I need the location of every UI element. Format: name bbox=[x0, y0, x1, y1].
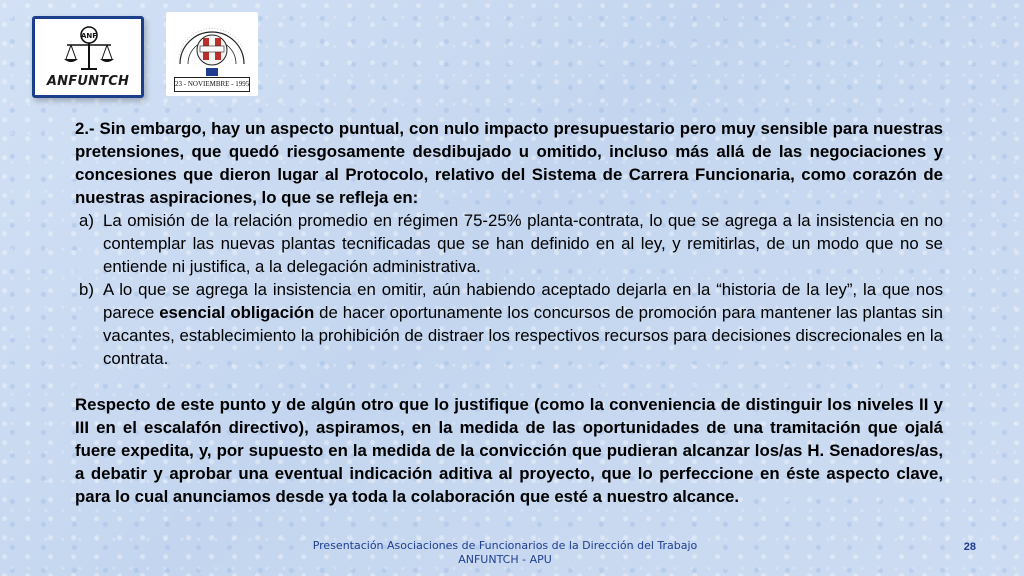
item-b-text-start: A lo que se agrega la insistencia en omitir, aún habiendo aceptado dejarla en la “historia de la ley”, la que nos parece bbox=[103, 280, 943, 322]
list-item-b bbox=[75, 278, 943, 370]
slide-footer bbox=[300, 539, 710, 567]
seal-emblem-icon bbox=[170, 14, 254, 80]
association-seal bbox=[166, 12, 258, 96]
item-b-text-end: de hacer oportunamente los concursos de promoción para mantener las plantas sin vacantes, establecimiento la prohibición de distraer los respectivos recursos para decisiones discrecionales en la contrata. bbox=[103, 303, 943, 368]
anfuntch-logo bbox=[32, 16, 144, 98]
slide-content bbox=[75, 117, 943, 508]
logo-text: ANFUNTCH bbox=[46, 74, 130, 89]
closing-paragraph: Respecto de este punto y de algún otro que lo justifique (como la conveniencia de distinguir los niveles II y III en el escalafón directivo), aspiramos, en la medida de las oportunidades de una tramitación que ojalá fuere expedita, y, por supuesto en la medida de la convicción que pudieran alcanzar los/as H. Senadores/as, a debatir y aprobar una eventual indicación aditiva al proyecto, que lo perfeccione en éste aspecto clave, para lo cual anunciamos desde ya toda la colaboración que esté a nuestro alcance. bbox=[75, 395, 943, 506]
list-marker-a: a) bbox=[79, 211, 94, 230]
list-item-a bbox=[75, 209, 943, 278]
footer-line-1: Presentación Asociaciones de Funcionarios de la Dirección del Trabajo bbox=[312, 539, 698, 552]
emblem-initials: ANF bbox=[80, 32, 98, 40]
list-marker-b: b) bbox=[79, 280, 94, 299]
item-b-emphasis: esencial obligación bbox=[159, 303, 315, 322]
seal-date: 23 - NOVIEMBRE - 1995 bbox=[174, 77, 250, 92]
list-item-a-text: La omisión de la relación promedio en régimen 75-25% planta-contrata, lo que se agrega a la insistencia en no contemplar las nuevas plantas tecnificadas que se han definido en al ley, y remitirlas, de un modo que no se entiende ni justifica, a la delegación administrativa. bbox=[103, 211, 943, 276]
page-number: 28 bbox=[963, 541, 976, 553]
scales-of-justice-icon bbox=[61, 25, 117, 73]
seal-arc-decoration: · · · · · · · · · · · · · · · · · · · · · · · · · · · · · · · bbox=[176, 25, 245, 59]
list-item-b-text bbox=[103, 278, 943, 370]
footer-line-2: ANFUNTCH - APU bbox=[458, 553, 552, 566]
intro-paragraph: 2.- Sin embargo, hay un aspecto puntual, con nulo impacto presupuestario pero muy sensible para nuestras pretensiones, que quedó riesgosamente desdibujado u omitido, incluso más allá de las negociaciones y concesiones que dieron lugar al Protocolo, relativo del Sistema de Carrera Funcionaria, como corazón de nuestras aspiraciones, lo que se refleja en: bbox=[75, 119, 943, 207]
